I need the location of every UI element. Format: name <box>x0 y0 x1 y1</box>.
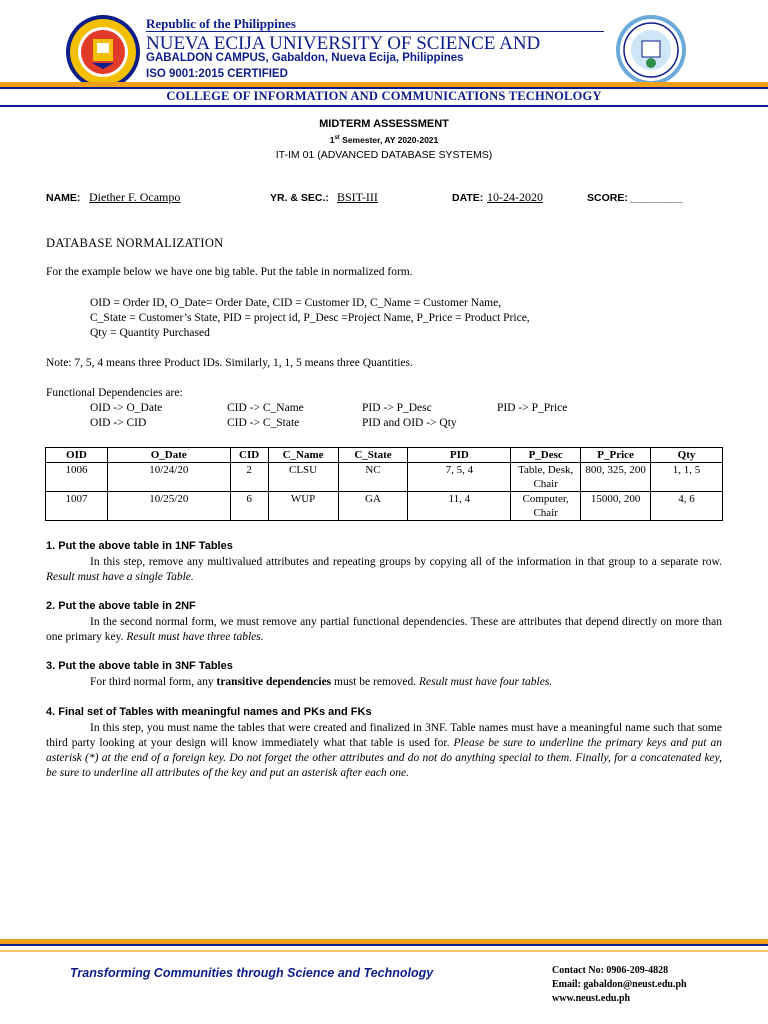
university-name: NUEVA ECIJA UNIVERSITY OF SCIENCE AND <box>146 33 541 54</box>
name-label: NAME: <box>46 192 81 204</box>
step3-text-post: must be removed. <box>331 676 419 688</box>
assessment-title: MIDTERM ASSESSMENT <box>319 118 449 130</box>
date-label: DATE: <box>452 192 484 204</box>
fd-item: OID -> CID <box>90 417 147 429</box>
table-cell: 6 <box>230 492 268 521</box>
step4-text: In this step, you must name the tables that were created and finalized in 3NF. Table names must have a meaningful name such that some third party looking at your design will know immediately what that table is used for. <box>46 722 722 749</box>
campus-address: GABALDON CAMPUS, Gabaldon, Nueva Ecija, Philippines <box>146 52 464 64</box>
campus-seal-icon <box>614 13 688 87</box>
table-cell: 15000, 200 <box>581 492 651 521</box>
semester-text: Semester, AY 2020-2021 <box>339 135 439 145</box>
republic-text: Republic of the Philippines <box>146 16 296 31</box>
step4-instructions: Please be sure to underline the primary keys and put an asterisk (*) at the end of a foreign key. Do not forget the other attributes and do not do anything special to them. Finally, for a concatenated key, be sure to underline all attributes of the key and put an asterisk after each one. <box>46 737 723 779</box>
table-cell: 11, 4 <box>408 492 511 521</box>
date-value: 10-24-2020 <box>487 190 543 204</box>
table-cell: 10/25/20 <box>107 492 230 521</box>
semester-number: 1 <box>329 135 335 145</box>
table-cell: 1007 <box>46 492 108 521</box>
legend-line-3: Qty = Quantity Purchased <box>90 327 210 339</box>
step2-body <box>46 615 722 645</box>
table-header-cell: O_Date <box>107 448 230 463</box>
step2-title: 2. Put the above table in 2NF <box>46 600 196 612</box>
table-cell: 1, 1, 5 <box>651 463 723 492</box>
table-cell: 7, 5, 4 <box>408 463 511 492</box>
table-cell: 2 <box>230 463 268 492</box>
step3-result: Result must have four tables. <box>419 676 553 688</box>
university-seal-icon <box>64 13 142 91</box>
table-cell: 1006 <box>46 463 108 492</box>
table-cell: Computer, Chair <box>511 492 581 521</box>
fd-title: Functional Dependencies are: <box>46 387 183 399</box>
footer-tagline: Transforming Communities through Science and Technology <box>70 966 434 980</box>
table-header-cell: P_Price <box>581 448 651 463</box>
table-cell: 10/24/20 <box>107 463 230 492</box>
step4-title: 4. Final set of Tables with meaningful names and PKs and FKs <box>46 706 372 718</box>
yr-sec-label: YR. & SEC.: <box>270 192 329 204</box>
step1-title: 1. Put the above table in 1NF Tables <box>46 540 233 552</box>
table-row <box>46 492 723 521</box>
fd-item: OID -> O_Date <box>90 402 163 414</box>
yr-sec-value: BSIT-III <box>337 190 378 204</box>
step3-body <box>90 675 552 690</box>
table-cell: WUP <box>268 492 338 521</box>
score-blank: _________ <box>630 192 683 204</box>
table-header-cell: Qty <box>651 448 723 463</box>
table-header-cell: C_Name <box>268 448 338 463</box>
intro-text: For the example below we have one big table. Put the table in normalized form. <box>46 266 413 278</box>
step4-body <box>46 721 722 781</box>
table-cell: NC <box>338 463 408 492</box>
table-cell: GA <box>338 492 408 521</box>
step2-result: Result must have three tables. <box>126 631 264 643</box>
semester-line <box>0 135 768 145</box>
table-cell: 4, 6 <box>651 492 723 521</box>
step1-text: In this step, remove any multivalued attributes and repeating groups by copying all of the information in that group to a separate row. <box>90 556 722 568</box>
step3-bold-text: transitive dependencies <box>216 676 332 688</box>
table-cell: CLSU <box>268 463 338 492</box>
table-header-cell: PID <box>408 448 511 463</box>
table-row <box>46 463 723 492</box>
step3-text-pre: For third normal form, any <box>90 676 217 688</box>
score-label: SCORE: <box>587 192 628 204</box>
step2-text: In the second normal form, we must remove any partial functional dependencies. These are attributes that depend directly on more than one primary key. <box>46 616 722 643</box>
table-cell: 800, 325, 200 <box>581 463 651 492</box>
table-header-cell: CID <box>230 448 268 463</box>
table-header-cell: C_State <box>338 448 408 463</box>
step1-result: Result must have a single Table. <box>46 571 194 583</box>
fd-item: CID -> C_Name <box>227 402 304 414</box>
fd-item: PID -> P_Price <box>497 402 568 414</box>
course-code: IT-IM 01 (ADVANCED DATABASE SYSTEMS) <box>275 149 493 161</box>
footer-band-navy <box>0 944 768 946</box>
semester-suffix: st <box>334 135 340 142</box>
name-value: Diether F. Ocampo <box>89 190 181 204</box>
college-rule <box>0 105 768 107</box>
contact-number: Contact No: 0906-209-4828 <box>552 965 669 976</box>
section-heading: DATABASE NORMALIZATION <box>46 236 224 250</box>
legend-line-1: OID = Order ID, O_Date= Order Date, CID = Customer ID, C_Name = Customer Name, <box>90 297 502 309</box>
iso-certification: ISO 9001:2015 CERTIFIED <box>146 68 288 80</box>
website-link[interactable]: www.neust.edu.ph <box>552 993 631 1004</box>
note-text: Note: 7, 5, 4 means three Product IDs. Similarly, 1, 1, 5 means three Quantities. <box>46 357 413 369</box>
footer-band-light <box>0 950 768 952</box>
fd-item: PID -> P_Desc <box>362 402 432 414</box>
college-name: COLLEGE OF INFORMATION AND COMMUNICATIONS TECHNOLOGY <box>166 89 602 103</box>
table-header-cell: OID <box>46 448 108 463</box>
fd-item: CID -> C_State <box>227 417 300 429</box>
legend-line-2: C_State = Customer’s State, PID = project id, P_Desc =Project Name, P_Price = Product Price, <box>90 312 530 324</box>
step3-title: 3. Put the above table in 3NF Tables <box>46 660 233 672</box>
table-header-cell: P_Desc <box>511 448 581 463</box>
table-header-row <box>46 448 723 463</box>
fd-item: PID and OID -> Qty <box>362 417 457 429</box>
table-cell: Table, Desk, Chair <box>511 463 581 492</box>
order-table <box>45 447 723 521</box>
header-rule <box>146 31 604 32</box>
step1-body <box>46 555 722 585</box>
contact-email[interactable]: Email: gabaldon@neust.edu.ph <box>552 979 687 990</box>
